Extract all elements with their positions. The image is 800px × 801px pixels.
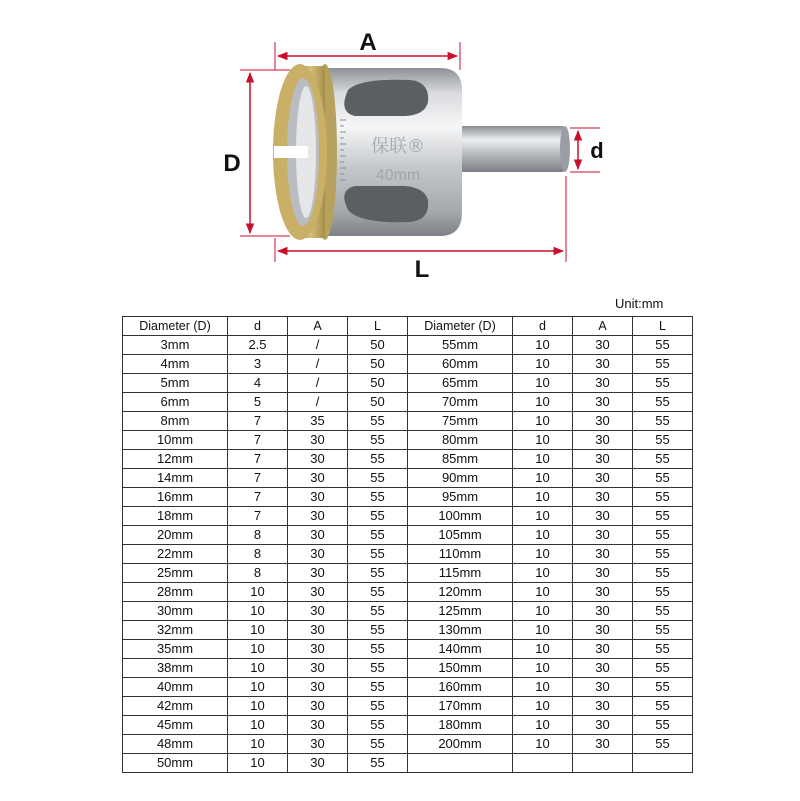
cell-d-right: 10 bbox=[513, 716, 573, 735]
cell-a-right: 30 bbox=[573, 621, 633, 640]
dimension-d bbox=[570, 128, 604, 172]
cell-a-left: / bbox=[288, 393, 348, 412]
cell-a-left: 30 bbox=[288, 469, 348, 488]
cell-d-right: 10 bbox=[513, 355, 573, 374]
cell-d-left: 10 bbox=[228, 621, 288, 640]
cell-a-left: 30 bbox=[288, 507, 348, 526]
header-a-left: A bbox=[288, 317, 348, 336]
cell-d-left: 10 bbox=[228, 697, 288, 716]
cell-l-left: 50 bbox=[348, 374, 408, 393]
cell-d-right: 10 bbox=[513, 469, 573, 488]
cell-a-right: 30 bbox=[573, 545, 633, 564]
cell-a-left: 30 bbox=[288, 564, 348, 583]
cell-diameter-left: 12mm bbox=[123, 450, 228, 469]
cell-d-left: 10 bbox=[228, 659, 288, 678]
cell-diameter-right: 85mm bbox=[408, 450, 513, 469]
header-l-left: L bbox=[348, 317, 408, 336]
cell-a-right: 30 bbox=[573, 374, 633, 393]
cell-l-right: 55 bbox=[633, 393, 693, 412]
cell-l-left: 50 bbox=[348, 355, 408, 374]
cell-d-left: 7 bbox=[228, 488, 288, 507]
cell-l-left: 55 bbox=[348, 412, 408, 431]
cell-a-right: 30 bbox=[573, 716, 633, 735]
cell-a-left: 30 bbox=[288, 431, 348, 450]
cell-d-right: 10 bbox=[513, 526, 573, 545]
cell-diameter-right: 95mm bbox=[408, 488, 513, 507]
cell-diameter-left: 45mm bbox=[123, 716, 228, 735]
cell-d-left: 5 bbox=[228, 393, 288, 412]
cell-diameter-left: 14mm bbox=[123, 469, 228, 488]
cell-a-left: 30 bbox=[288, 450, 348, 469]
cell-l-right: 55 bbox=[633, 488, 693, 507]
cell-l-left: 55 bbox=[348, 754, 408, 773]
cell-d-left: 10 bbox=[228, 735, 288, 754]
cell-d-right: 10 bbox=[513, 336, 573, 355]
cell-d-right: 10 bbox=[513, 488, 573, 507]
cell-a-right: 30 bbox=[573, 697, 633, 716]
cell-l-right: 55 bbox=[633, 640, 693, 659]
cell-diameter-right: 55mm bbox=[408, 336, 513, 355]
cell-l-right: 55 bbox=[633, 697, 693, 716]
cell-diameter-left: 25mm bbox=[123, 564, 228, 583]
table-row bbox=[123, 545, 693, 564]
cell-l-right: 55 bbox=[633, 450, 693, 469]
cell-l-left: 55 bbox=[348, 621, 408, 640]
unit-label: Unit:mm bbox=[615, 296, 664, 311]
cell-l-right bbox=[633, 754, 693, 773]
cell-d-right: 10 bbox=[513, 678, 573, 697]
table-row bbox=[123, 450, 693, 469]
cell-d-left: 10 bbox=[228, 754, 288, 773]
cell-a-left: / bbox=[288, 355, 348, 374]
table-row bbox=[123, 564, 693, 583]
label-d: d bbox=[590, 138, 604, 163]
cell-l-left: 55 bbox=[348, 602, 408, 621]
cell-d-right: 10 bbox=[513, 393, 573, 412]
cell-diameter-left: 40mm bbox=[123, 678, 228, 697]
cell-diameter-right: 65mm bbox=[408, 374, 513, 393]
cell-d-left: 10 bbox=[228, 583, 288, 602]
cell-d-left: 2.5 bbox=[228, 336, 288, 355]
table-header-row bbox=[123, 317, 693, 336]
cell-l-left: 55 bbox=[348, 697, 408, 716]
cell-l-right: 55 bbox=[633, 602, 693, 621]
header-l-right: L bbox=[633, 317, 693, 336]
cell-d-left: 10 bbox=[228, 640, 288, 659]
drill-shank bbox=[455, 126, 565, 172]
shank-end bbox=[560, 126, 570, 172]
table-row bbox=[123, 355, 693, 374]
cell-diameter-right: 80mm bbox=[408, 431, 513, 450]
cell-a-right: 30 bbox=[573, 393, 633, 412]
cell-a-left: 30 bbox=[288, 545, 348, 564]
cell-a-left: 30 bbox=[288, 583, 348, 602]
cell-l-right: 55 bbox=[633, 564, 693, 583]
cell-a-right: 30 bbox=[573, 412, 633, 431]
label-D: D bbox=[223, 150, 241, 177]
cell-l-right: 55 bbox=[633, 545, 693, 564]
cell-a-right: 30 bbox=[573, 488, 633, 507]
cell-diameter-right: 125mm bbox=[408, 602, 513, 621]
cell-diameter-left: 16mm bbox=[123, 488, 228, 507]
header-d-right: d bbox=[513, 317, 573, 336]
cell-l-left: 55 bbox=[348, 678, 408, 697]
cell-d-right: 10 bbox=[513, 431, 573, 450]
cell-l-right: 55 bbox=[633, 526, 693, 545]
cell-l-right: 55 bbox=[633, 507, 693, 526]
cell-diameter-right: 160mm bbox=[408, 678, 513, 697]
cell-diameter-right: 200mm bbox=[408, 735, 513, 754]
cell-l-left: 55 bbox=[348, 450, 408, 469]
cell-l-left: 55 bbox=[348, 583, 408, 602]
cell-l-right: 55 bbox=[633, 735, 693, 754]
cell-l-right: 55 bbox=[633, 716, 693, 735]
cell-a-left: 30 bbox=[288, 526, 348, 545]
cell-diameter-right: 140mm bbox=[408, 640, 513, 659]
cell-l-left: 55 bbox=[348, 659, 408, 678]
cell-a-left: 35 bbox=[288, 412, 348, 431]
cell-diameter-right: 70mm bbox=[408, 393, 513, 412]
cell-diameter-right: 120mm bbox=[408, 583, 513, 602]
cell-l-right: 55 bbox=[633, 336, 693, 355]
cell-l-left: 55 bbox=[348, 469, 408, 488]
table-row bbox=[123, 678, 693, 697]
cell-d-left: 3 bbox=[228, 355, 288, 374]
cell-d-right: 10 bbox=[513, 640, 573, 659]
cell-l-left: 50 bbox=[348, 393, 408, 412]
cell-l-right: 55 bbox=[633, 621, 693, 640]
cell-a-right: 30 bbox=[573, 450, 633, 469]
spec-table bbox=[122, 316, 693, 773]
cell-d-left: 7 bbox=[228, 431, 288, 450]
engraving-brand: 保联® bbox=[371, 136, 425, 157]
cell-a-right: 30 bbox=[573, 659, 633, 678]
cell-diameter-left: 30mm bbox=[123, 602, 228, 621]
table-row bbox=[123, 716, 693, 735]
table-row bbox=[123, 412, 693, 431]
cell-l-right: 55 bbox=[633, 355, 693, 374]
cell-a-right: 30 bbox=[573, 507, 633, 526]
cell-a-left: / bbox=[288, 336, 348, 355]
cell-a-left: 30 bbox=[288, 716, 348, 735]
cell-diameter-right: 60mm bbox=[408, 355, 513, 374]
cell-diameter-left: 28mm bbox=[123, 583, 228, 602]
cell-a-right: 30 bbox=[573, 564, 633, 583]
cell-diameter-left: 35mm bbox=[123, 640, 228, 659]
header-diameter-left: Diameter (D) bbox=[123, 317, 228, 336]
cell-d-left: 10 bbox=[228, 678, 288, 697]
cell-a-right: 30 bbox=[573, 469, 633, 488]
cell-a-right: 30 bbox=[573, 640, 633, 659]
cell-d-right: 10 bbox=[513, 697, 573, 716]
cell-d-left: 8 bbox=[228, 545, 288, 564]
cell-l-right: 55 bbox=[633, 374, 693, 393]
table-row bbox=[123, 602, 693, 621]
cell-d-left: 10 bbox=[228, 716, 288, 735]
table-row bbox=[123, 640, 693, 659]
label-A: A bbox=[359, 29, 377, 56]
cell-diameter-left: 10mm bbox=[123, 431, 228, 450]
table-row bbox=[123, 583, 693, 602]
core-drill-diagram bbox=[0, 0, 800, 290]
table-row bbox=[123, 393, 693, 412]
spec-table-body bbox=[123, 336, 693, 773]
cell-l-left: 50 bbox=[348, 336, 408, 355]
cell-d-left: 7 bbox=[228, 412, 288, 431]
cell-a-left: 30 bbox=[288, 697, 348, 716]
engraving-size: 40mm bbox=[375, 167, 421, 184]
cell-a-right: 30 bbox=[573, 678, 633, 697]
cell-a-left: / bbox=[288, 374, 348, 393]
cell-l-right: 55 bbox=[633, 659, 693, 678]
cell-diameter-left: 32mm bbox=[123, 621, 228, 640]
cell-a-left: 30 bbox=[288, 754, 348, 773]
cell-a-right bbox=[573, 754, 633, 773]
cell-a-left: 30 bbox=[288, 735, 348, 754]
cell-l-left: 55 bbox=[348, 545, 408, 564]
cell-l-left: 55 bbox=[348, 716, 408, 735]
cell-diameter-left: 8mm bbox=[123, 412, 228, 431]
cell-diameter-left: 48mm bbox=[123, 735, 228, 754]
label-L: L bbox=[414, 256, 430, 283]
cell-diameter-left: 22mm bbox=[123, 545, 228, 564]
cell-a-right: 30 bbox=[573, 735, 633, 754]
cell-d-right: 10 bbox=[513, 374, 573, 393]
cell-d-left: 7 bbox=[228, 507, 288, 526]
cell-diameter-right: 105mm bbox=[408, 526, 513, 545]
cell-l-left: 55 bbox=[348, 431, 408, 450]
rim-notch bbox=[274, 146, 308, 158]
cell-a-right: 30 bbox=[573, 526, 633, 545]
cell-diameter-left: 4mm bbox=[123, 355, 228, 374]
cell-l-right: 55 bbox=[633, 583, 693, 602]
cell-d-right: 10 bbox=[513, 412, 573, 431]
cell-d-left: 7 bbox=[228, 469, 288, 488]
cell-l-right: 55 bbox=[633, 469, 693, 488]
cell-diameter-left: 18mm bbox=[123, 507, 228, 526]
cell-diameter-left: 3mm bbox=[123, 336, 228, 355]
cell-diameter-right: 100mm bbox=[408, 507, 513, 526]
cell-diameter-left: 38mm bbox=[123, 659, 228, 678]
cell-a-left: 30 bbox=[288, 488, 348, 507]
cell-diameter-right: 115mm bbox=[408, 564, 513, 583]
cell-a-left: 30 bbox=[288, 678, 348, 697]
cell-diameter-right: 75mm bbox=[408, 412, 513, 431]
cell-d-right: 10 bbox=[513, 583, 573, 602]
table-row bbox=[123, 469, 693, 488]
body-slot-top bbox=[344, 80, 428, 116]
cell-diameter-left: 42mm bbox=[123, 697, 228, 716]
table-row bbox=[123, 754, 693, 773]
cell-l-left: 55 bbox=[348, 735, 408, 754]
cell-d-right bbox=[513, 754, 573, 773]
cell-d-left: 8 bbox=[228, 526, 288, 545]
cell-a-left: 30 bbox=[288, 640, 348, 659]
cell-d-right: 10 bbox=[513, 659, 573, 678]
cell-diameter-left: 5mm bbox=[123, 374, 228, 393]
cell-d-right: 10 bbox=[513, 507, 573, 526]
cell-d-right: 10 bbox=[513, 621, 573, 640]
cell-a-left: 30 bbox=[288, 659, 348, 678]
cell-a-left: 30 bbox=[288, 602, 348, 621]
cell-a-right: 30 bbox=[573, 336, 633, 355]
cell-diameter-right: 150mm bbox=[408, 659, 513, 678]
cell-diameter-right: 110mm bbox=[408, 545, 513, 564]
cell-diameter-left: 50mm bbox=[123, 754, 228, 773]
table-row bbox=[123, 735, 693, 754]
dimension-A bbox=[275, 29, 460, 70]
cell-a-left: 30 bbox=[288, 621, 348, 640]
table-row bbox=[123, 659, 693, 678]
cell-d-right: 10 bbox=[513, 602, 573, 621]
cell-l-left: 55 bbox=[348, 640, 408, 659]
cell-diameter-right: 130mm bbox=[408, 621, 513, 640]
cell-diameter-left: 20mm bbox=[123, 526, 228, 545]
cell-l-right: 55 bbox=[633, 431, 693, 450]
cell-l-right: 55 bbox=[633, 412, 693, 431]
cell-diameter-left: 6mm bbox=[123, 393, 228, 412]
table-row bbox=[123, 431, 693, 450]
cell-d-left: 8 bbox=[228, 564, 288, 583]
cell-diameter-right: 90mm bbox=[408, 469, 513, 488]
cell-diameter-right bbox=[408, 754, 513, 773]
cell-a-right: 30 bbox=[573, 583, 633, 602]
cell-a-right: 30 bbox=[573, 602, 633, 621]
cell-l-left: 55 bbox=[348, 526, 408, 545]
cell-diameter-right: 180mm bbox=[408, 716, 513, 735]
cell-d-left: 7 bbox=[228, 450, 288, 469]
header-diameter-right: Diameter (D) bbox=[408, 317, 513, 336]
cell-d-left: 4 bbox=[228, 374, 288, 393]
cell-a-right: 30 bbox=[573, 431, 633, 450]
cell-l-right: 55 bbox=[633, 678, 693, 697]
table-row bbox=[123, 507, 693, 526]
cell-a-right: 30 bbox=[573, 355, 633, 374]
cell-d-right: 10 bbox=[513, 450, 573, 469]
cell-l-left: 55 bbox=[348, 488, 408, 507]
header-d-left: d bbox=[228, 317, 288, 336]
cell-d-right: 10 bbox=[513, 735, 573, 754]
table-row bbox=[123, 488, 693, 507]
cell-d-right: 10 bbox=[513, 545, 573, 564]
cell-l-left: 55 bbox=[348, 564, 408, 583]
table-row bbox=[123, 526, 693, 545]
cell-l-left: 55 bbox=[348, 507, 408, 526]
table-row bbox=[123, 621, 693, 640]
cell-diameter-right: 170mm bbox=[408, 697, 513, 716]
header-a-right: A bbox=[573, 317, 633, 336]
table-row bbox=[123, 374, 693, 393]
cell-d-right: 10 bbox=[513, 564, 573, 583]
table-row bbox=[123, 697, 693, 716]
cell-d-left: 10 bbox=[228, 602, 288, 621]
table-row bbox=[123, 336, 693, 355]
